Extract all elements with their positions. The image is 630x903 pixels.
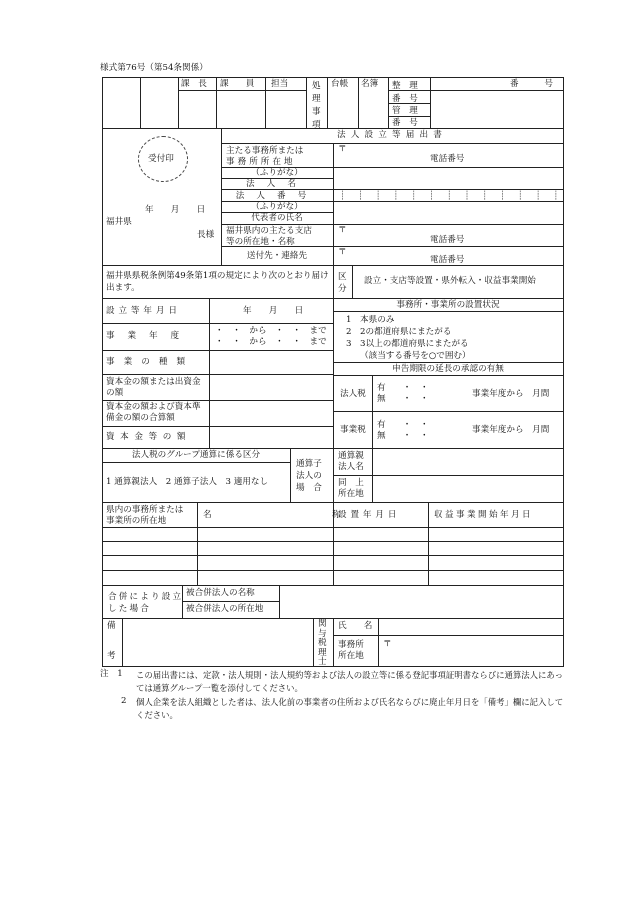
branch-label: 福井県内の主たる支店 等の所在地・名称 xyxy=(226,226,312,247)
phone-label-2: 電話番号 xyxy=(430,235,465,245)
group-child-label: 通算子 法人の 場 合 xyxy=(296,459,322,493)
setsuritsu-label: 設立等年月日 xyxy=(106,306,181,316)
merger-label: 合併により設立 した場合 xyxy=(108,592,184,614)
jigyo-shurui-label: 事業の種類 xyxy=(106,357,195,367)
phone-label-3: 電話番号 xyxy=(430,255,465,265)
setsuritsu-date: 年 月 日 xyxy=(243,306,304,316)
chosama-label: 長様 xyxy=(197,230,215,240)
header-meibo: 名簿 xyxy=(361,79,379,89)
zeirishi-name: 氏 名 xyxy=(338,621,373,631)
branch-col1: 県内の事務所または 事業所の所在地 xyxy=(106,505,184,526)
header-kanri-bango: 管 理 番 号 xyxy=(392,106,418,128)
form-title: 法人設立等届出書 xyxy=(336,130,448,140)
capital-1-label: 資本金の額または出資金の額 xyxy=(106,377,201,398)
note-2-num: 2 xyxy=(121,696,127,706)
kubun-label: 区 分 xyxy=(338,272,347,294)
post-mark-3: 〒 xyxy=(338,247,347,257)
jigyozei-options: 有 ・ ・ 無 ・ ・ xyxy=(377,420,429,441)
daihyosha-label: 代表者の氏名 xyxy=(251,213,303,223)
jigyozei-label: 事業税 xyxy=(340,425,366,435)
header-kacho: 課 長 xyxy=(181,79,207,89)
date-line: 年 月 日 xyxy=(145,205,206,215)
zeirishi-office: 事務所 所在地 xyxy=(338,640,364,661)
fukui-label: 福井県 xyxy=(106,217,132,227)
group-parent-name: 通算親 法人名 xyxy=(338,451,364,472)
stamp-label: 受付印 xyxy=(148,154,174,164)
merger-address-label: 被合併法人の所在地 xyxy=(186,604,264,614)
header-tanto: 担当 xyxy=(271,79,289,89)
merger-name-label: 被合併法人の名称 xyxy=(186,588,255,598)
kubun-value: 設立・支店等設置・県外転入・収益事業開始 xyxy=(364,276,536,286)
office-status-title: 事務所・事業所の設置状況 xyxy=(396,300,500,310)
hojin-mei-label: 法人名 xyxy=(246,179,308,189)
extension-title: 申告期限の延長の承認の有無 xyxy=(392,364,504,374)
furigana-2: （ふりがな） xyxy=(251,202,303,212)
note-1-num: 注 1 xyxy=(100,669,123,679)
header-bango: 番 号 xyxy=(510,79,553,89)
group-parent-address: 同 上 所在地 xyxy=(338,478,364,499)
hojinzei-options: 有 ・ ・ 無 ・ ・ xyxy=(377,383,429,404)
sofusaki-label: 送付先・連絡先 xyxy=(246,251,308,261)
post-mark-2: 〒 xyxy=(338,225,347,235)
note-1-text: この届出書には、定款・法人規則・法人規約等および法人の設立等に係る登記事項証明書ならびに通算法人にあっては通算グループ一覧を添付してください。 xyxy=(136,670,564,693)
furigana-1: （ふりがな） xyxy=(251,168,303,178)
phone-label-1: 電話番号 xyxy=(430,154,465,164)
post-mark-1: 〒 xyxy=(338,144,347,154)
branch-col2: 名 称 xyxy=(203,510,341,520)
biko-1: 備 xyxy=(107,621,116,631)
capital-2-label: 資本金の額および資本準備金の額の合算額 xyxy=(106,402,201,423)
group-title: 法人税のグループ通算に係る区分 xyxy=(131,450,261,460)
intro-text: 福井県県税条例第49条第1項の規定により次のとおり届け出ます。 xyxy=(106,271,329,293)
zeirishi-label: 関 与 税 理 士 xyxy=(318,619,327,667)
main-office-label: 主たる事務所または 事務所所在地 xyxy=(226,146,304,167)
branch-col4: 収益事業開始年月日 xyxy=(434,510,534,520)
jigyozei-months: 事業年度から 月間 xyxy=(472,425,550,435)
hojin-bango-label: 法人番号 xyxy=(235,191,319,201)
hojinzei-months: 事業年度から 月間 xyxy=(472,389,550,399)
biko-2: 考 xyxy=(107,651,116,661)
header-kain: 課 員 xyxy=(220,79,255,89)
capital-3-label: 資本金等の額 xyxy=(106,432,192,442)
header-shori-jiko: 処 理 事 項 xyxy=(312,81,321,130)
header-daicho: 台帳 xyxy=(331,79,349,89)
office-status-items: 1 本県のみ 2 2の都道府県にまたがる 3 3以上の都道府県にまたがる （該当する番号を○で囲む） xyxy=(346,315,471,361)
note-2-text: 個人企業を法人組織とした者は、法人化前の事業者の住所および氏名ならびに廃止年月日を「備考」欄に記入してください。 xyxy=(136,697,564,720)
jigyo-nendo-label: 事業年度 xyxy=(106,331,192,341)
form-id: 様式第76号（第54条関係） xyxy=(100,63,208,73)
hojinzei-label: 法人税 xyxy=(340,389,366,399)
jigyo-nendo-lines: ・ ・ から ・ ・ まで ・ ・ から ・ ・ まで xyxy=(215,326,327,347)
hojin-bango-boxes: ┊ ┊ ┊ ┊ ┊ ┊ ┊ ┊ ┊ ┊ ┊ ┊ ┊ xyxy=(340,191,561,201)
branch-col3: 設置年月日 xyxy=(338,510,401,520)
group-options: 1 通算親法人 2 通算子法人 3 適用なし xyxy=(106,477,269,487)
header-seiri-bango: 整 理 番 号 xyxy=(392,81,418,104)
post-mark-4: 〒 xyxy=(383,639,392,649)
